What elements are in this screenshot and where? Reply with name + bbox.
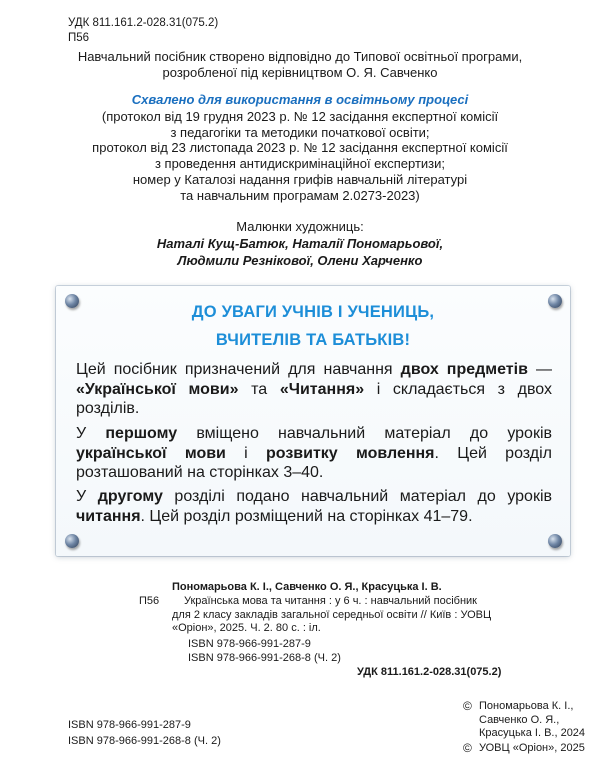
notice-paragraph-3: У другому розділі подано навчальний матеріал до уроків читання. Цей розділ розміщений на сторінках 41–79. bbox=[76, 488, 553, 525]
notice-paragraph-2: У першому вміщено навчальний матеріал до уроків української мови і розвитку мовлення. Цей розділ розташований на сторінках 3–40. bbox=[76, 425, 553, 481]
copyright-icon: © bbox=[463, 741, 472, 755]
copyright-publisher-text: УОВЦ «Оріон», 2025 bbox=[479, 742, 585, 754]
notice-paragraph-1: Цей посібник призначений для навчання двох предметів — «Української мови» та «Читання» і складається з двох розділів. bbox=[76, 361, 553, 417]
bibliography-line-2: для 2 класу закладів загальної середньої освіти // Київ : УОВЦ bbox=[172, 608, 492, 621]
bibliography-isbn-2: ISBN 978-966-991-268-8 (Ч. 2) bbox=[188, 651, 341, 664]
bibliography-line-1: Українська мова та читання : у 6 ч. : навчальний посібник bbox=[184, 594, 477, 607]
bibliography-udk: УДК 811.161.2-028.31(075.2) bbox=[357, 666, 502, 678]
copyright-icon: © bbox=[463, 699, 472, 713]
notice-title-1: ДО УВАГИ УЧНІВ І УЧЕНИЦЬ, bbox=[191, 303, 435, 321]
bibliography-line-3: «Оріон», 2025. Ч. 2. 80 с. : іл. bbox=[172, 622, 321, 635]
book-code: П56 bbox=[68, 32, 90, 44]
approval-title: Схвалено для використання в освітньому процесі bbox=[131, 92, 469, 107]
footer-isbn-2: ISBN 978-966-991-268-8 (Ч. 2) bbox=[68, 735, 221, 747]
approval-line-5: номер у Каталозі надання грифів навчальній літературі bbox=[132, 172, 468, 187]
approval-line-3: протокол від 23 листопада 2023 р. № 12 засідання експертної комісії bbox=[92, 140, 508, 155]
copyright-publisher bbox=[463, 741, 585, 757]
bibliography-record bbox=[172, 581, 491, 666]
udk-code: УДК 811.161.2-028.31(075.2) bbox=[68, 17, 219, 29]
footer-isbn bbox=[68, 717, 221, 749]
udk-header bbox=[68, 16, 218, 46]
bibliography-code: П56 bbox=[139, 595, 160, 607]
artists-names-2: Людмили Резнікової, Олени Харченко bbox=[177, 253, 423, 268]
copyright-authors bbox=[463, 699, 586, 739]
notice-title-2: ВЧИТЕЛІВ ТА БАТЬКІВ! bbox=[215, 331, 411, 349]
copyright-line-2: Савченко О. Я., bbox=[479, 713, 560, 726]
pin-bottom-right-icon bbox=[548, 534, 562, 548]
notice-card bbox=[56, 286, 570, 556]
artists-names-1: Наталі Кущ-Батюк, Наталії Пономарьової, bbox=[156, 236, 444, 251]
pin-bottom-left-icon bbox=[65, 534, 79, 548]
intro-line-1: Навчальний посібник створено відповідно до Типової освітньої програми, bbox=[77, 49, 523, 64]
copyright-line-1: Пономарьова К. І., bbox=[479, 700, 574, 712]
footer-isbn-1: ISBN 978-966-991-287-9 bbox=[68, 719, 191, 731]
artists-label: Малюнки художниць: bbox=[236, 219, 364, 234]
copyright-line-3: Красуцька І. В., 2024 bbox=[479, 727, 586, 739]
approval-line-4: з проведення антидискримінаційної експертизи; bbox=[154, 156, 446, 171]
intro-line-2: розробленої під керівництвом О. Я. Савченко bbox=[162, 65, 438, 80]
approval-line-1: (протокол від 19 грудня 2023 р. № 12 засідання експертної комісії bbox=[101, 109, 499, 124]
approval-line-2: з педагогіки та методики початкової освіти; bbox=[170, 125, 430, 140]
bibliography-authors: Пономарьова К. І., Савченко О. Я., Красуцька І. В. bbox=[172, 581, 442, 593]
approval-line-6: та навчальним програмам 2.0273-2023) bbox=[180, 188, 420, 203]
bibliography-isbn-1: ISBN 978-966-991-287-9 bbox=[188, 638, 311, 651]
